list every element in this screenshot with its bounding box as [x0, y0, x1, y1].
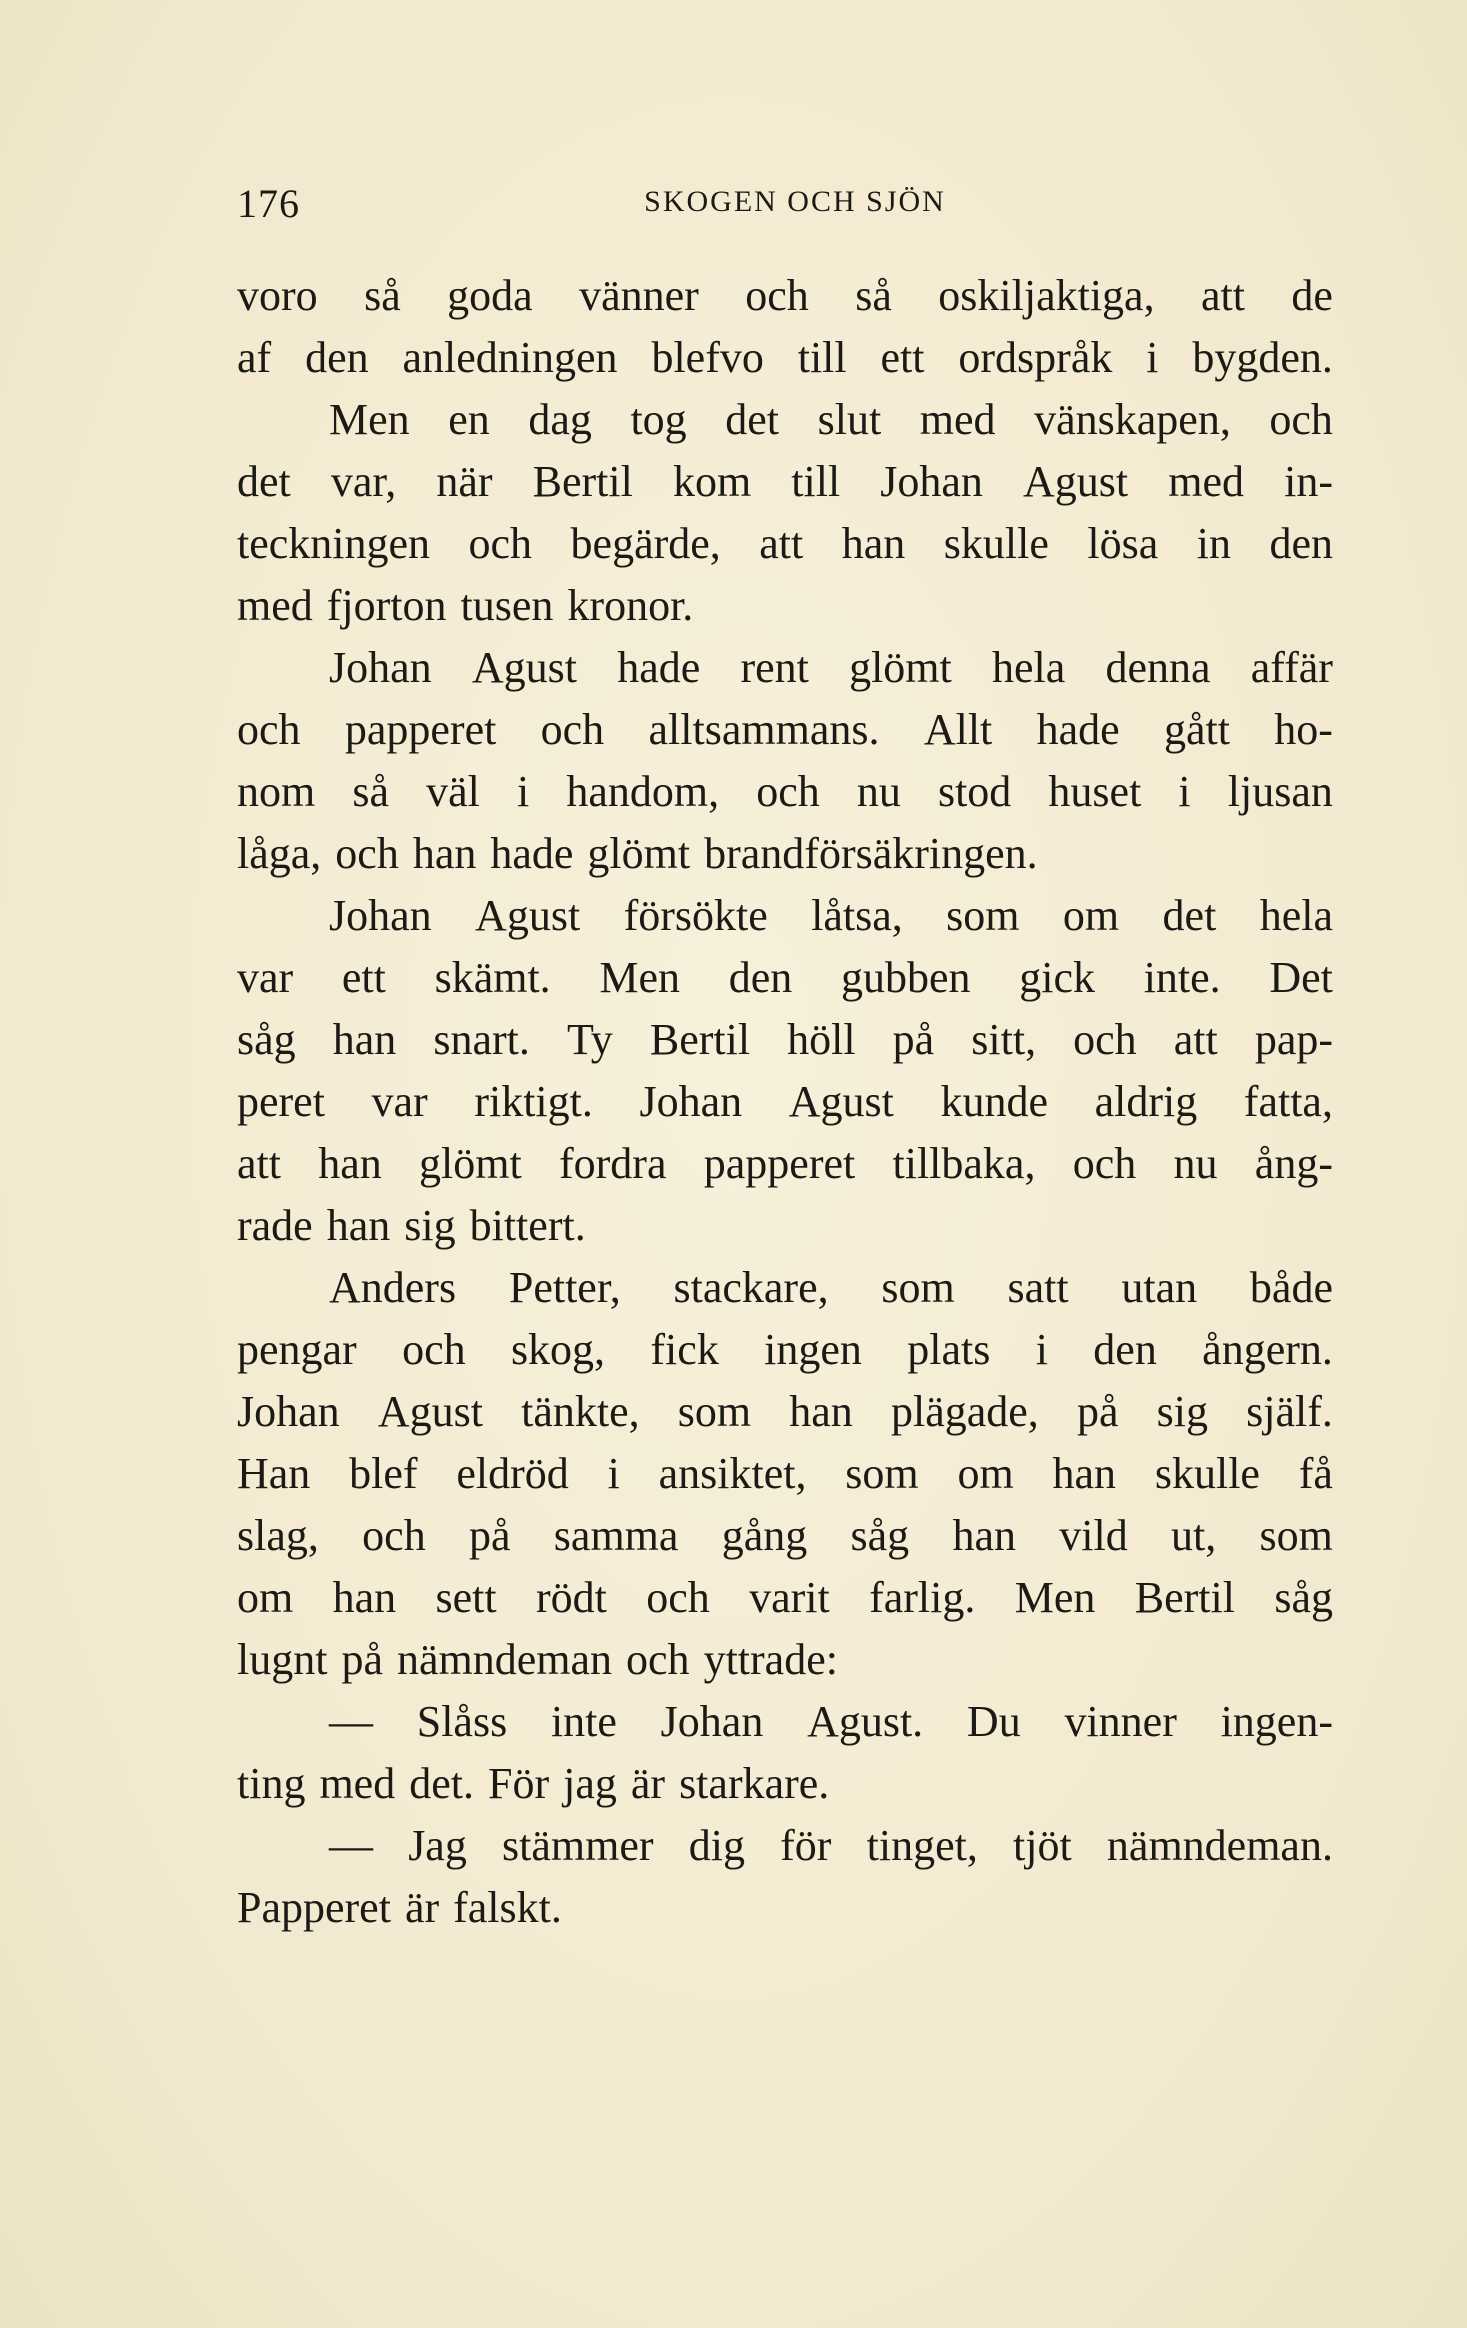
text-line: ting med det. För jag är starkare.: [237, 1759, 830, 1808]
text-line: Johan Agust försökte låtsa, som om det hela: [329, 891, 1333, 940]
text-line: rade han sig bittert.: [237, 1201, 586, 1250]
text-line: låga, och han hade glömt brandförsäkringen.: [237, 829, 1038, 878]
text-line: voro så goda vänner och så oskiljaktiga, att de: [237, 271, 1333, 320]
text-line: af den anledningen blefvo till ett ordspråk i bygden.: [237, 333, 1333, 382]
text-line: — Jag stämmer dig för tinget, tjöt nämndeman.: [329, 1821, 1333, 1870]
text-line: teckningen och begärde, att han skulle lösa in den: [237, 519, 1333, 568]
text-line: pengar och skog, fick ingen plats i den ångern.: [237, 1325, 1333, 1374]
text-line: Johan Agust tänkte, som han plägade, på sig själf.: [237, 1387, 1333, 1436]
text-line: slag, och på samma gång såg han vild ut, som: [237, 1511, 1333, 1560]
text-line: såg han snart. Ty Bertil höll på sitt, och att pap-: [237, 1015, 1333, 1064]
text-line: peret var riktigt. Johan Agust kunde aldrig fatta,: [237, 1077, 1333, 1126]
text-line: var ett skämt. Men den gubben gick inte. Det: [237, 953, 1333, 1002]
text-line: — Slåss inte Johan Agust. Du vinner ingen-: [329, 1697, 1333, 1746]
text-line: och papperet och alltsammans. Allt hade gått ho-: [237, 705, 1333, 754]
text-line: lugnt på nämndeman och yttrade:: [237, 1635, 838, 1684]
text-line: Anders Petter, stackare, som satt utan både: [329, 1263, 1333, 1312]
text-line: Han blef eldröd i ansiktet, som om han skulle få: [237, 1449, 1333, 1498]
text-line: Men en dag tog det slut med vänskapen, och: [329, 395, 1333, 444]
text-line: det var, när Bertil kom till Johan Agust med in-: [237, 457, 1333, 506]
running-title: SKOGEN OCH SJÖN: [644, 185, 946, 218]
running-head: [237, 180, 1333, 230]
text-line: att han glömt fordra papperet tillbaka, och nu ång-: [237, 1139, 1333, 1188]
text-line: nom så väl i handom, och nu stod huset i ljusan: [237, 767, 1333, 816]
text-line: Johan Agust hade rent glömt hela denna affär: [329, 643, 1333, 692]
text-line: Papperet är falskt.: [237, 1883, 562, 1932]
body-text: [237, 265, 1333, 1939]
page-number: 176: [237, 181, 300, 226]
text-line: med fjorton tusen kronor.: [237, 581, 694, 630]
text-line: om han sett rödt och varit farlig. Men Bertil såg: [237, 1573, 1333, 1622]
